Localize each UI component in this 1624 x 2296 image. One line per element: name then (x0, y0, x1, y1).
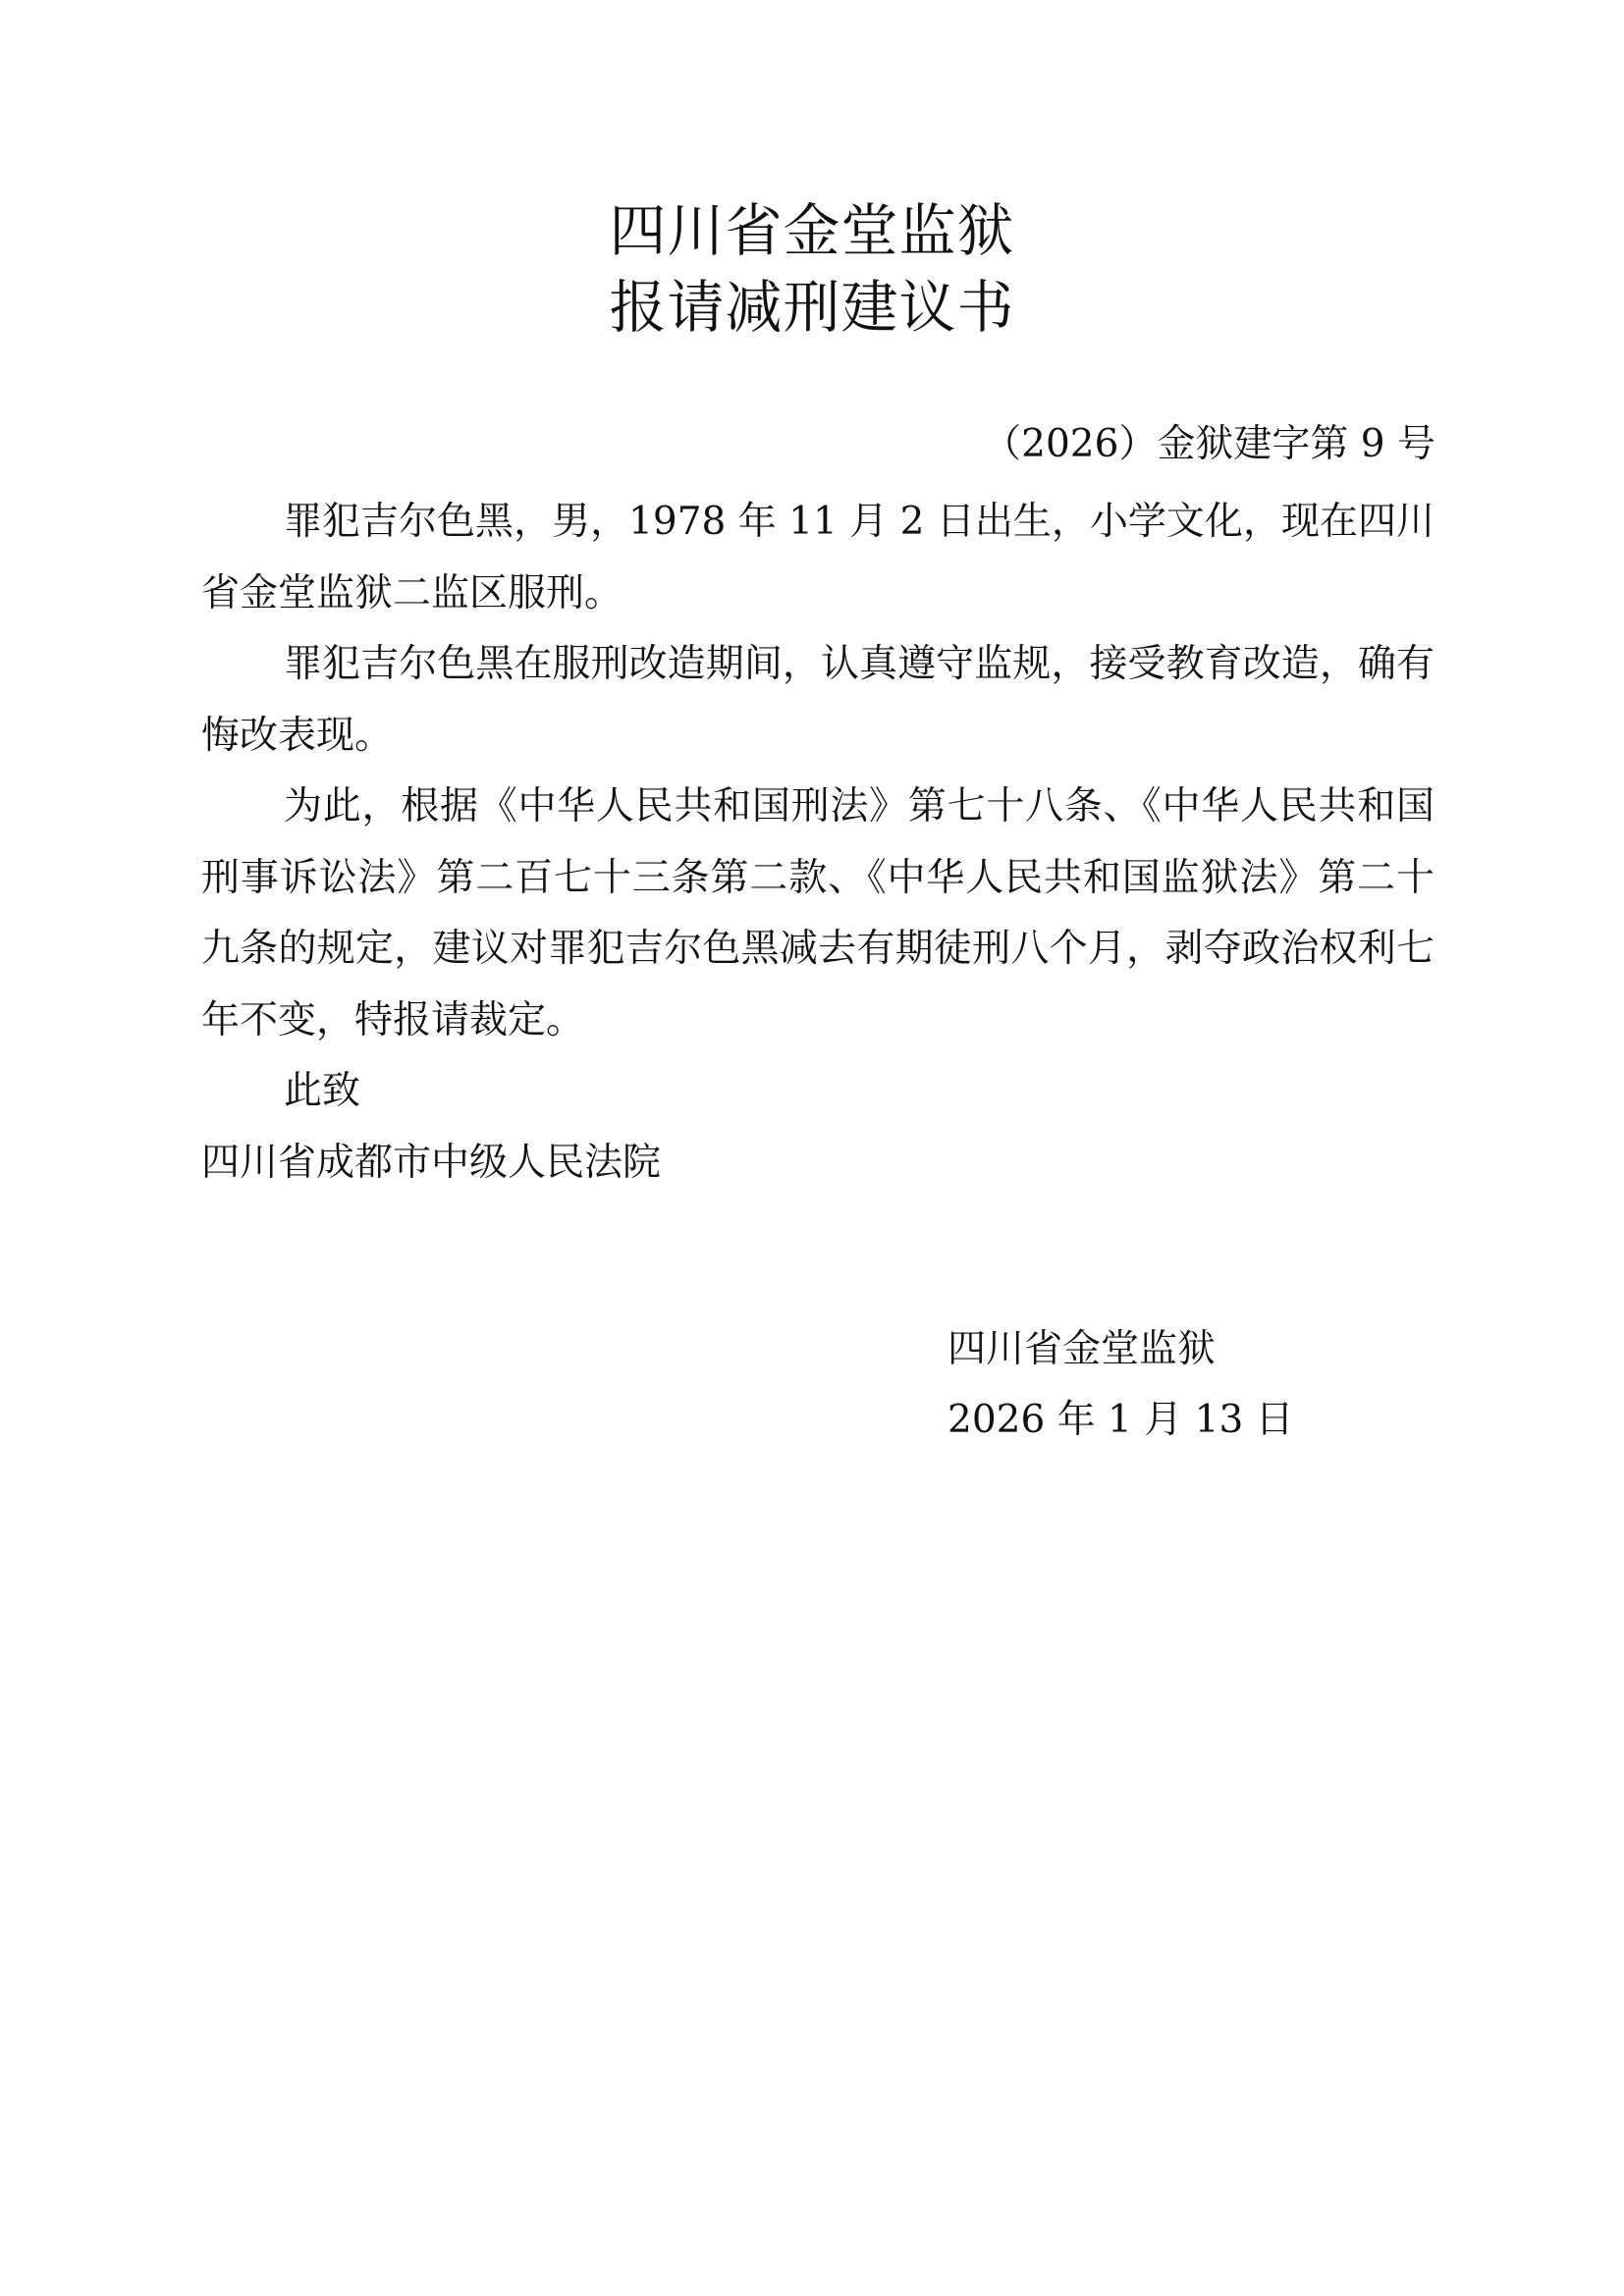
paragraph-prisoner-info: 罪犯吉尔色黑，男，1978 年 11 月 2 日出生，小学文化，现在四川省金堂监狱二监区服刑。 (201, 500, 1435, 615)
signature-date: 2026 年 1 月 13 日 (947, 1398, 1294, 1442)
signature-organization: 四川省金堂监狱 (947, 1327, 1217, 1371)
document-title-line1: 四川省金堂监狱 (609, 197, 1015, 264)
document-number: （2026）金狱建字第 9 号 (983, 422, 1435, 466)
signature-block (947, 1314, 1294, 1456)
addressee: 四川省成都市中级人民法院 (201, 1140, 662, 1185)
document-title-line2: 报请减刑建议书 (609, 274, 1015, 341)
paragraph-performance: 罪犯吉尔色黑在服刑改造期间，认真遵守监规，接受教育改造，确有悔改表现。 (201, 642, 1435, 758)
paragraph-salutation: 此致 (284, 1069, 361, 1113)
paragraph-recommendation: 为此，根据《中华人民共和国刑法》第七十八条、《中华人民共和国刑事诉讼法》第二百七十三条第二款、《中华人民共和国监狱法》第二十九条的规定，建议对罪犯吉尔色黑减去有期徒刑八个月，剥夺政治权利七年不变，特报请裁定。 (201, 784, 1435, 1042)
document-body (201, 487, 1435, 1199)
